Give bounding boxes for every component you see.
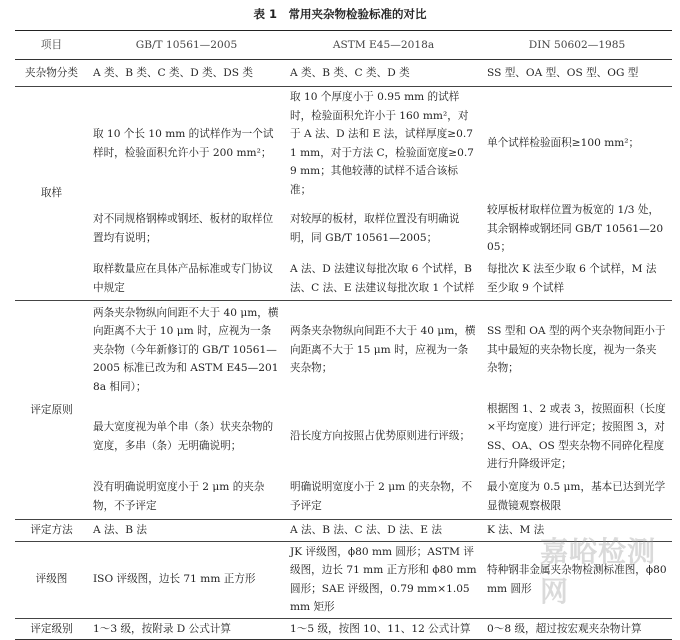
row-label: 评定原则: [30, 403, 73, 416]
row-label: 取样: [40, 187, 63, 200]
cell-din: 每批次 K 法至少取 6 个试样，M 法至少取 9 个试样: [487, 263, 657, 294]
row-label: 评级图: [35, 573, 68, 586]
cell-astm: 取 10 个厚度小于 0.95 mm 的试样时，检验面积允许小于 160 mm²，对于 A 法、D 法和 E 法，试样厚度≥0.71 mm，对于方法 C，检验面宽度≥0.79 mm；其他较薄的试样不适合该标准；: [290, 91, 474, 196]
cell-astm: 两条夹杂物纵向间距不大于 40 μm，横向距离不大于 15 μm 时，应视为一条夹杂物；: [290, 325, 476, 374]
cell-gb: 两条夹杂物纵向间距不大于 40 μm，横向距离不大于 10 μm 时，应视为一条夹杂物（今年新修订的 GB/T 10561—2005 标准已改为和 ASTM E45—2018a 相同）；: [93, 306, 279, 393]
cell-din: 单个试样检验面积≥100 mm²；: [487, 137, 640, 150]
cell-astm: A 法、B 法、C 法、D 法、E 法: [290, 524, 442, 536]
cell-din: 特种钢非金属夹杂物检测标准图，ϕ80 mm 圆形: [487, 564, 667, 595]
watermark: 嘉峪检测网: [540, 535, 657, 608]
cell-gb: 取 10 个长 10 mm 的试样作为一个试样时，检验面积允许小于 200 mm²；: [93, 128, 274, 159]
row-label: 夹杂物分类: [25, 66, 78, 79]
cell-astm: A 类、B 类、C 类、D 类: [290, 66, 410, 79]
cell-gb: A 法、B 法: [93, 524, 147, 536]
cell-din: 较厚板材取样位置为板宽的 1/3 处，其余钢棒或钢坯同 GB/T 10561—2005；: [487, 204, 664, 253]
table-row: [15, 301, 672, 399]
row-label: 评定级别: [30, 622, 73, 635]
cell-din: 根据图 1、2 或表 3，按照面积（长度×平均宽度）进行评定；按照图 3，对 SS、OA、OS 型夹杂物不同碎化程度进行升降级评定；: [487, 402, 666, 470]
header-gb: GB/T 10561—2005: [135, 38, 238, 51]
cell-astm: JK 评级图，ϕ80 mm 圆形；ASTM 评级图，边长 71 mm 正方形和 ϕ80 mm 圆形；SAE 评级图，0.79 mm×1.05 mm 矩形: [290, 545, 477, 613]
cell-gb: A 类、B 类、C 类、D 类、DS 类: [93, 66, 253, 79]
row-label: 评定方法: [30, 524, 73, 536]
cell-din: 0～8 级，超过按宏观夹杂物计算: [487, 622, 642, 635]
cell-astm: 明确说明宽度小于 2 μm 的夹杂物，不予评定: [290, 481, 473, 512]
table-row: [15, 60, 672, 87]
cell-din: K 法、M 法: [487, 524, 545, 536]
cell-gb: 取样数量应在具体产品标准或专门协议中规定: [93, 263, 274, 294]
table-row: [15, 200, 672, 258]
cell-gb: 没有明确说明宽度小于 2 μm 的夹杂物，不予评定: [93, 481, 265, 512]
table-title: 表 1 常用夹杂物检验标准的对比: [253, 7, 427, 21]
table-row: [15, 618, 672, 640]
header-row: [15, 31, 672, 60]
cell-gb: ISO 评级图，边长 71 mm 正方形: [93, 573, 256, 586]
cell-astm: 1～5 级，按图 10、11、12 公式计算: [290, 622, 471, 635]
cell-din: SS 型和 OA 型的两个夹杂物间距小于其中最短的夹杂物长度，视为一条夹杂物；: [487, 325, 666, 374]
table-row: [15, 87, 672, 201]
cell-astm: 沿长度方向按照占优势原则进行评级；: [290, 430, 471, 443]
table-row: [15, 475, 672, 520]
cell-gb: 对不同规格钢棒或钢坯、板材的取样位置均有说明；: [93, 213, 274, 244]
cell-astm: 对较厚的板材，取样位置没有明确说明，同 GB/T 10561—2005；: [290, 213, 460, 244]
table-row: [15, 399, 672, 475]
header-din: DIN 50602—1985: [528, 38, 626, 51]
cell-din: 最小宽度为 0.5 μm，基本已达到光学显微镜观察极限: [487, 481, 666, 512]
cell-gb: 1～3 级，按附录 D 公式计算: [93, 622, 232, 635]
header-astm: ASTM E45—2018a: [332, 38, 435, 51]
cell-gb: 最大宽度视为单个串（条）状夹杂物的宽度，多串（条）无明确说明；: [93, 421, 274, 452]
cell-din: SS 型、OA 型、OS 型、OG 型: [487, 66, 639, 79]
header-item: 项目: [40, 38, 63, 51]
table-row: [15, 258, 672, 301]
cell-astm: A 法、D 法建议每批次取 6 个试样，B 法、C 法、E 法建议每批次取 1 个试样: [290, 263, 475, 294]
